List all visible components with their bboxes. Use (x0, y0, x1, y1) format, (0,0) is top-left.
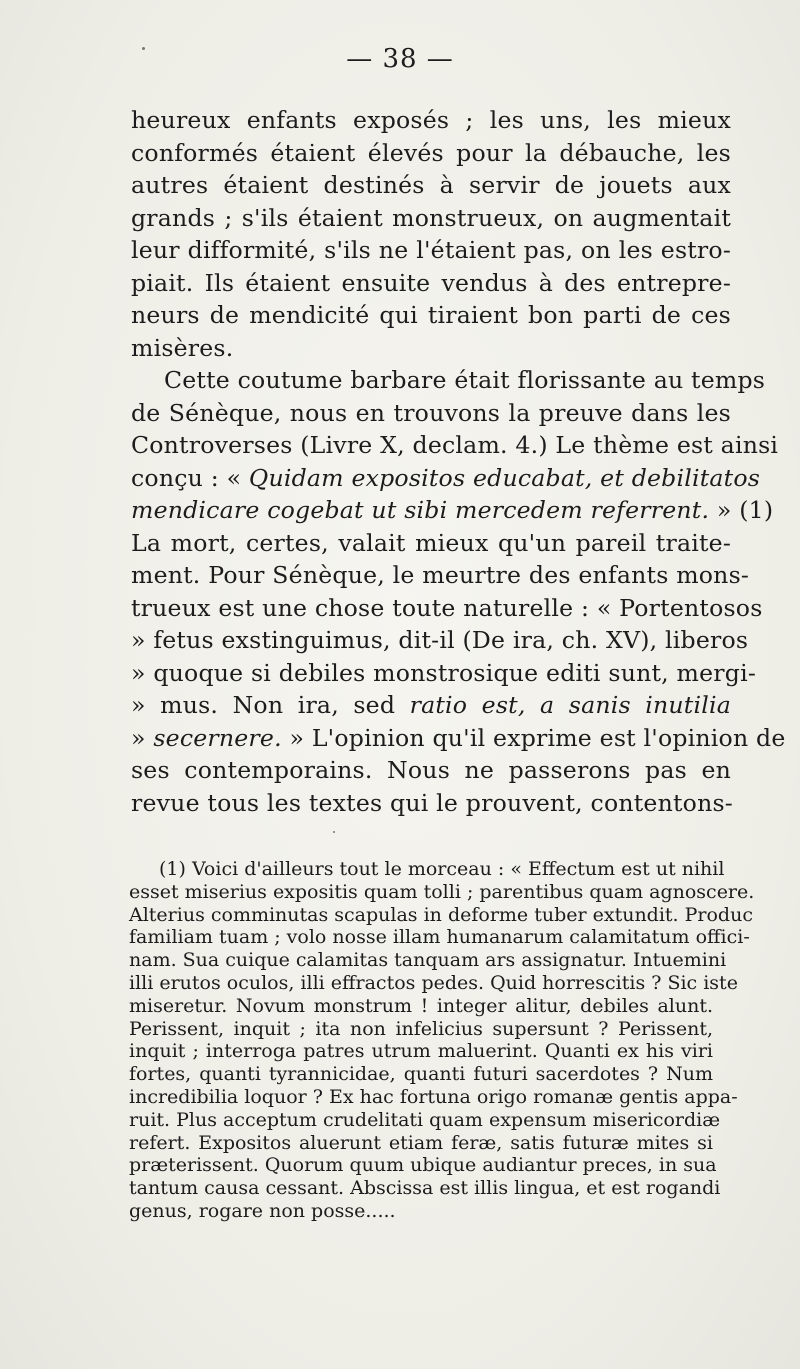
text-line: » quoque si debiles monstrosique editi sunt, mergi- (131, 658, 756, 687)
footnote-line: (1) Voici d'ailleurs tout le morceau : « Effectum est ut nihil (159, 858, 725, 880)
footnote-line: inquit ; interroga patres utrum maluerint. Quanti ex his viri (129, 1040, 713, 1063)
text-segment: » mus. Non ira, sed (131, 691, 410, 719)
footnote-line: illi erutos oculos, illi effractos pedes. Quid horrescitis ? Sic iste (129, 971, 738, 994)
text-line: heureux enfants exposés ; les uns, les mieux (131, 106, 731, 134)
text-line: » fetus exstinguimus, dit-il (De ira, ch. XV), liberos (131, 626, 749, 654)
text-line: grands ; s'ils étaient monstrueux, on augmentait (131, 203, 731, 232)
footnote-line: nam. Sua cuique calamitas tanquam ars assignatur. Intuemini (129, 949, 727, 972)
latin-quote: mendicare cogebat ut sibi mercedem referrent. (131, 496, 710, 524)
footnote-ref: » (1) (709, 496, 774, 524)
text-line: piait. Ils étaient ensuite vendus à des entrepre- (131, 268, 731, 297)
footnote-line: præterissent. Quorum quum ubique audiantur preces, in sua (129, 1154, 717, 1177)
footnote-line: refert. Expositos aluerunt etiam feræ, satis futuræ mites si (129, 1131, 713, 1154)
footnote-line: incredibilia loquor ? Ex hac fortuna origo romanæ gentis appa- (129, 1085, 738, 1108)
text-line-mixed (131, 722, 786, 755)
footnote-line: ruit. Plus acceptum crudelitati quam expensum misericordiæ (129, 1108, 721, 1131)
latin-quote: ratio est, a sanis inutilia (409, 691, 731, 719)
text-line: neurs de mendicité qui tiraient bon parti de ces (131, 301, 731, 329)
footnote-line: Alterius comminutas scapulas in deforme tuber extundit. Produc (129, 903, 753, 926)
text-line-mixed (131, 494, 774, 527)
text-segment: » (131, 723, 154, 752)
footnote-line: esset miserius expositis quam tolli ; parentibus quam agnoscere. (129, 880, 755, 903)
footnote-line: miseretur. Novum monstrum ! integer alitur, debiles alunt. (129, 994, 713, 1017)
text-segment: conçu : « (131, 463, 249, 492)
footnote-line: familiam tuam ; volo nosse illam humanarum calamitatum offici- (129, 926, 750, 949)
text-line-mixed (131, 689, 731, 722)
text-line: ment. Pour Sénèque, le meurtre des enfants mons- (131, 561, 750, 589)
text-line: leur difformité, s'ils ne l'étaient pas, on les estro- (131, 236, 731, 264)
latin-quote: Quidam expositos educabat, et debilitatos (248, 463, 761, 492)
text-line: Cette coutume barbare était florissante au temps (164, 366, 766, 394)
page-number: — 38 — (346, 44, 454, 74)
footnote (129, 858, 755, 1223)
body-text (131, 104, 786, 819)
footnote-line: genus, rogare non posse..... (129, 1199, 396, 1222)
text-line: ses contemporains. Nous ne passerons pas en (131, 756, 731, 784)
text-line: misères. (131, 333, 234, 362)
footnote-line: tantum causa cessant. Abscissa est illis lingua, et est rogandi (129, 1177, 721, 1200)
text-line: Controverses (Livre X, declam. 4.) Le thème est ainsi (131, 431, 779, 459)
footnote-line: fortes, quanti tyrannicidae, quanti futuri sacerdotes ? Num (129, 1063, 713, 1086)
footnote-line: Perissent, inquit ; ita non infelicius supersunt ? Perissent, (129, 1017, 713, 1040)
text-line: de Sénèque, nous en trouvons la preuve dans les (131, 398, 731, 427)
paper-speck (333, 831, 335, 833)
text-line: conformés étaient élevés pour la débauche, les (131, 138, 731, 167)
text-line: autres étaient destinés à servir de jouets aux (131, 171, 731, 199)
text-line: trueux est une chose toute naturelle : « Portentosos (131, 593, 763, 622)
paper-speck (142, 47, 145, 50)
text-line: La mort, certes, valait mieux qu'un pareil traite- (131, 528, 731, 557)
latin-quote: secernere. (153, 723, 282, 752)
text-line-mixed (131, 462, 761, 495)
text-segment: » L'opinion qu'il exprime est l'opinion de (281, 723, 786, 752)
text-line: revue tous les textes qui le prouvent, contentons- (131, 788, 733, 817)
